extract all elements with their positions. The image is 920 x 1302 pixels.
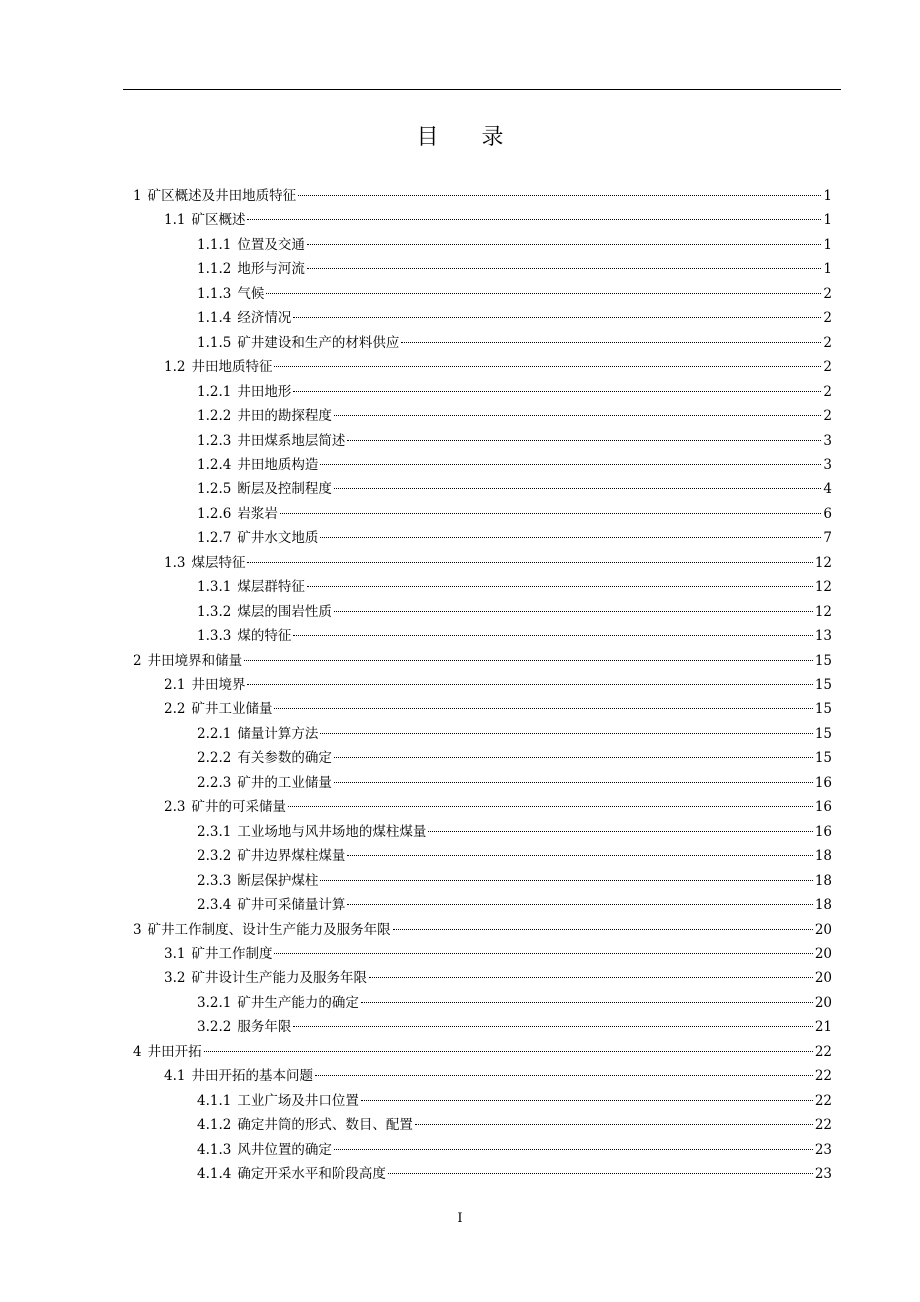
toc-dot-leader [307, 244, 822, 245]
toc-entry-title: 确定开采水平和阶段高度 [237, 1166, 386, 1182]
toc-entry-number: 2.2.3 [197, 774, 232, 791]
toc-entry-title: 位置及交通 [237, 236, 305, 253]
toc-entry-number: 2.3.2 [197, 848, 232, 865]
toc-entry-title: 工业场地与风井场地的煤柱煤量 [237, 823, 427, 840]
toc-entry-title: 矿井生产能力的确定 [237, 994, 359, 1011]
toc-entry[interactable] [197, 1015, 832, 1039]
toc-entry-title: 矿井设计生产能力及服务年限 [191, 970, 367, 987]
toc-entry-page: 2 [823, 383, 832, 400]
toc-entry-page: 20 [814, 994, 832, 1011]
toc-entry-number: 1.1.2 [197, 261, 232, 278]
toc-entry[interactable] [197, 282, 832, 306]
toc-entry[interactable] [197, 477, 832, 501]
toc-entry-page: 15 [814, 701, 832, 718]
toc-entry-title: 煤层特征 [191, 554, 246, 571]
toc-dot-leader [361, 1100, 813, 1101]
toc-entry-title: 矿井可采储量计算 [237, 897, 346, 914]
toc-dot-leader [247, 684, 812, 685]
toc-entry-number: 2.3 [164, 799, 186, 816]
toc-entry[interactable] [197, 893, 832, 917]
toc-entry-title: 岩浆岩 [237, 505, 278, 522]
toc-entry-page: 16 [814, 774, 832, 791]
toc-entry-page: 3 [823, 432, 832, 449]
toc-entry-number: 2.2 [164, 701, 186, 718]
toc-entry[interactable] [197, 306, 832, 330]
toc-entry-title: 有关参数的确定 [237, 750, 332, 767]
toc-entry-number: 4.1.4 [197, 1166, 232, 1182]
toc-entry-title: 地形与河流 [237, 261, 305, 278]
toc-entry-title: 井田煤系地层简述 [237, 432, 346, 449]
toc-entry-number: 1.2.4 [197, 456, 232, 473]
toc-entry-number: 1.1.4 [197, 310, 232, 327]
toc-dot-leader [274, 708, 812, 709]
toc-entry-number: 2.2.1 [197, 725, 232, 742]
toc-entry[interactable] [197, 1113, 832, 1137]
toc-entry-number: 3.1 [164, 945, 186, 962]
toc-entry[interactable] [164, 697, 832, 721]
toc-entry-number: 4.1.1 [197, 1092, 232, 1109]
toc-entry-page: 12 [814, 554, 832, 571]
toc-entry-page: 6 [823, 505, 832, 522]
toc-dot-leader [320, 880, 812, 881]
toc-entry-title: 矿区概述及井田地质特征 [147, 188, 297, 204]
toc-entry[interactable] [197, 502, 832, 526]
toc-dot-leader [274, 953, 812, 954]
toc-entry[interactable] [197, 453, 832, 477]
toc-entry-title: 井田境界和储量 [147, 652, 243, 669]
toc-entry-title: 矿井工业储量 [191, 701, 273, 718]
toc-entry-number: 4 [133, 1043, 142, 1060]
header-rule [123, 89, 841, 90]
toc-dot-leader [334, 415, 822, 416]
toc-dot-leader [320, 733, 812, 734]
toc-entry-page: 15 [814, 725, 832, 742]
toc-dot-leader [334, 782, 813, 783]
toc-dot-leader [280, 513, 822, 514]
toc-dot-leader [293, 317, 821, 318]
toc-entry-title: 断层及控制程度 [237, 481, 332, 498]
toc-entry[interactable] [197, 331, 832, 355]
toc-entry[interactable] [197, 722, 832, 746]
toc-entry-page: 1 [823, 188, 832, 204]
toc-entry-page: 1 [823, 236, 832, 253]
toc-entry-page: 7 [823, 530, 832, 547]
toc-entry-title: 矿井的可采储量 [191, 799, 286, 816]
toc-dot-leader [334, 1149, 813, 1150]
toc-entry[interactable] [197, 844, 832, 868]
toc-dot-leader [247, 219, 821, 220]
toc-entry-number: 3 [133, 921, 142, 938]
toc-dot-leader [428, 831, 812, 832]
toc-entry-title: 矿区概述 [191, 212, 246, 229]
toc-entry-number: 2 [133, 652, 142, 669]
toc-entry[interactable] [164, 673, 832, 697]
toc-entry-title: 断层保护煤柱 [237, 872, 319, 889]
toc-entry-page: 2 [823, 408, 832, 425]
toc-entry-number: 2.3.1 [197, 823, 232, 840]
toc-entry-number: 1.3.3 [197, 628, 232, 645]
toc-entry-number: 1.3.2 [197, 603, 232, 620]
toc-dot-leader [334, 757, 813, 758]
toc-entry-number: 1.2.7 [197, 530, 232, 547]
toc-dot-leader [334, 611, 813, 612]
toc-entry-title: 气候 [237, 285, 265, 302]
toc-entry-page: 20 [814, 945, 832, 962]
toc-entry-page: 16 [814, 823, 832, 840]
toc-entry-number: 1.1.3 [197, 285, 232, 302]
toc-entry-page: 21 [814, 1019, 832, 1036]
toc-entry[interactable] [197, 600, 832, 624]
toc-entry[interactable] [197, 380, 832, 404]
toc-entry[interactable] [197, 1138, 832, 1162]
toc-dot-leader [288, 806, 813, 807]
toc-entry-title: 井田地质构造 [237, 456, 319, 473]
toc-dot-leader [266, 293, 821, 294]
toc-dot-leader [388, 1173, 813, 1174]
toc-entry-page: 22 [814, 1117, 832, 1134]
toc-entry-number: 2.3.3 [197, 872, 232, 889]
toc-entry[interactable] [197, 1089, 832, 1113]
toc-entry-title: 井田开拓 [147, 1043, 202, 1060]
toc-entry[interactable] [164, 1064, 832, 1088]
toc-entry-page: 23 [814, 1166, 832, 1182]
toc-entry-page: 15 [814, 677, 832, 693]
toc-entry[interactable] [197, 991, 832, 1015]
toc-entry-page: 2 [823, 285, 832, 302]
toc-entry-page: 22 [814, 1068, 832, 1085]
toc-entry-page: 1 [823, 261, 832, 278]
toc-entry[interactable] [197, 746, 832, 770]
toc-entry-page: 3 [823, 456, 832, 473]
toc-entry-number: 3.2 [164, 970, 186, 987]
toc-entry-page: 18 [814, 872, 832, 889]
toc-entry-number: 2.2.2 [197, 750, 232, 767]
toc-dot-leader [307, 586, 813, 587]
toc-dot-leader [334, 488, 822, 489]
toc-entry[interactable] [164, 208, 832, 232]
toc-dot-leader [347, 855, 812, 856]
toc-entry-number: 2.3.4 [197, 897, 232, 914]
toc-entry-title: 井田地质特征 [191, 359, 273, 376]
toc-entry-page: 13 [814, 628, 832, 645]
toc-entry-number: 4.1.2 [197, 1117, 232, 1134]
toc-entry-number: 1 [133, 188, 142, 204]
toc-entry-title: 井田开拓的基本问题 [191, 1068, 313, 1085]
toc-dot-leader [244, 660, 813, 661]
toc-entry[interactable] [197, 820, 832, 844]
toc-entry[interactable] [197, 429, 832, 453]
footer-page-number: I [457, 1211, 463, 1226]
toc-entry-page: 2 [823, 310, 832, 327]
toc-entry-title: 风井位置的确定 [237, 1141, 332, 1158]
toc-entry[interactable] [197, 257, 832, 281]
toc-dot-leader [247, 562, 812, 563]
toc-entry-page: 2 [823, 359, 832, 376]
toc-entry-number: 1.2 [164, 359, 186, 376]
toc-entry[interactable] [197, 869, 832, 893]
toc-entry[interactable] [133, 1040, 832, 1064]
toc-dot-leader [307, 268, 822, 269]
toc-dot-leader [415, 1124, 813, 1125]
toc-entry-title: 储量计算方法 [237, 725, 319, 742]
toc-entry-number: 1.3.1 [197, 579, 232, 596]
toc-entry-title: 矿井建设和生产的材料供应 [237, 334, 400, 351]
toc-entry-number: 3.2.1 [197, 994, 232, 1011]
toc-entry-title: 煤层的围岩性质 [237, 603, 332, 620]
toc-entry-page: 4 [823, 481, 832, 498]
toc-entry-page: 1 [823, 212, 832, 229]
toc-dot-leader [320, 464, 821, 465]
toc-entry[interactable] [197, 624, 832, 648]
toc-dot-leader [298, 195, 821, 196]
toc-entry-page: 16 [814, 799, 832, 816]
toc-entry-title: 确定井筒的形式、数目、配置 [237, 1117, 413, 1134]
toc-entry-page: 20 [814, 970, 832, 987]
toc-entry-page: 23 [814, 1141, 832, 1158]
toc-entry-title: 经济情况 [237, 310, 292, 327]
toc-entry-page: 15 [814, 750, 832, 767]
toc-entry-page: 18 [814, 897, 832, 914]
toc-entry[interactable] [164, 942, 832, 966]
toc-dot-leader [320, 537, 821, 538]
toc-dot-leader [369, 977, 813, 978]
toc-entry-title: 井田境界 [191, 677, 246, 693]
toc-entry-number: 1.2.3 [197, 432, 232, 449]
toc-dot-leader [347, 904, 812, 905]
toc-entry[interactable] [133, 184, 832, 208]
toc-entry-number: 1.1 [164, 212, 186, 229]
toc-entry-page: 15 [814, 652, 832, 669]
toc-entry-page: 18 [814, 848, 832, 865]
toc-entry-number: 1.2.6 [197, 505, 232, 522]
toc-dot-leader [293, 391, 821, 392]
toc-entry-title: 服务年限 [237, 1019, 292, 1036]
toc-entry-number: 4.1.3 [197, 1141, 232, 1158]
toc-dot-leader [401, 342, 821, 343]
toc-entry[interactable] [197, 1162, 832, 1186]
toc-entry[interactable] [164, 795, 832, 819]
toc-entry-title: 矿井工作制度 [191, 945, 273, 962]
toc-entry-page: 20 [814, 921, 832, 938]
toc-entry[interactable] [133, 918, 832, 942]
toc-entry[interactable] [197, 526, 832, 550]
toc-entry-title: 矿井水文地质 [237, 530, 319, 547]
toc-entry-page: 22 [814, 1043, 832, 1060]
toc-dot-leader [293, 1026, 812, 1027]
toc-entry-number: 1.1.5 [197, 334, 232, 351]
toc-entry[interactable] [164, 966, 832, 990]
toc-entry[interactable] [197, 771, 832, 795]
toc-entry-page: 12 [814, 579, 832, 596]
toc-entry-title: 井田地形 [237, 383, 292, 400]
toc-entry-title: 煤的特征 [237, 628, 292, 645]
toc-entry-number: 1.3 [164, 554, 186, 571]
toc-dot-leader [347, 440, 821, 441]
toc-entry-number: 1.2.2 [197, 408, 232, 425]
toc-entry-number: 4.1 [164, 1068, 186, 1085]
toc-entry-number: 1.2.5 [197, 481, 232, 498]
toc-dot-leader [293, 635, 812, 636]
toc-dot-leader [393, 929, 813, 930]
toc-entry-number: 1.2.1 [197, 383, 232, 400]
toc-entry[interactable] [197, 575, 832, 599]
toc-entry[interactable] [164, 551, 832, 575]
toc-entry-title: 矿井边界煤柱煤量 [237, 848, 346, 865]
toc-entry-page: 2 [823, 334, 832, 351]
toc-entry[interactable] [197, 404, 832, 428]
toc-dot-leader [361, 1002, 813, 1003]
toc-entry-title: 煤层群特征 [237, 579, 305, 596]
toc-entry-number: 3.2.2 [197, 1019, 232, 1036]
toc-entry-title: 井田的勘探程度 [237, 408, 332, 425]
toc-dot-leader [315, 1075, 813, 1076]
toc-dot-leader [274, 366, 821, 367]
toc-entry-page: 12 [814, 603, 832, 620]
toc-entry[interactable] [164, 355, 832, 379]
page-title: 目 录 [416, 125, 522, 150]
toc-entry[interactable] [133, 649, 832, 673]
toc-entry-title: 矿井工作制度、设计生产能力及服务年限 [147, 921, 391, 938]
toc-entry-title: 工业广场及井口位置 [237, 1092, 359, 1109]
toc-entry-title: 矿井的工业储量 [237, 774, 332, 791]
toc-entry-page: 22 [814, 1092, 832, 1109]
toc-dot-leader [204, 1051, 813, 1052]
toc-entry[interactable] [197, 233, 832, 257]
toc-entry-number: 2.1 [164, 677, 186, 693]
toc-entry-number: 1.1.1 [197, 236, 232, 253]
